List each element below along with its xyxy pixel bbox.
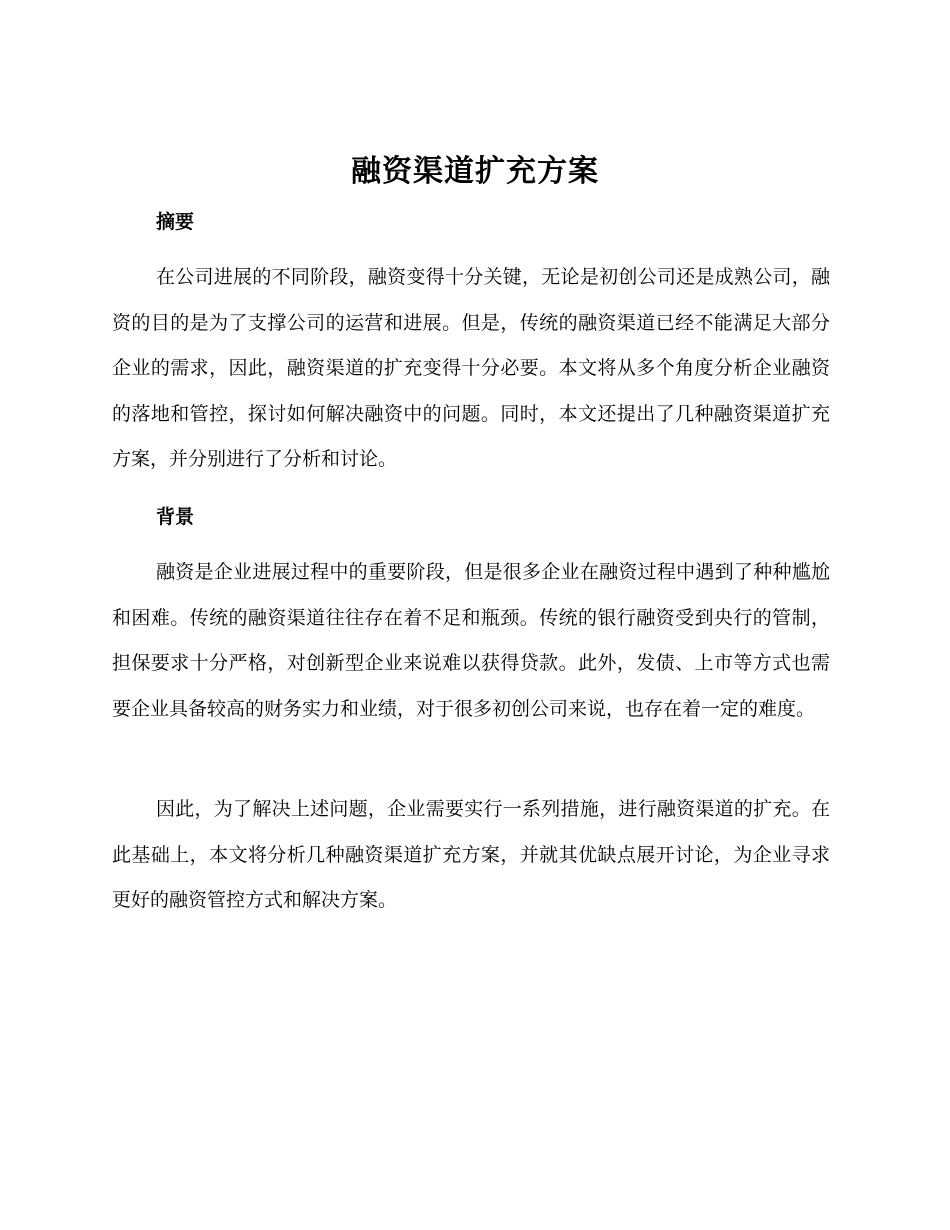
background-paragraph-1: 融资是企业进展过程中的重要阶段，但是很多企业在融资过程中遇到了种种尴尬和困难。传统的融资渠道往往存在着不足和瓶颈。传统的银行融资受到央行的管制，担保要求十分严格，对创新型企业来说难以获得贷款。此外，发债、上市等方式也需要企业具备较高的财务实力和业绩，对于很多初创公司来说，也存在着一定的难度。 [112, 561, 830, 720]
section-heading-background: 背景 [156, 506, 195, 528]
section-heading-abstract: 摘要 [156, 211, 195, 233]
abstract-paragraph: 在公司进展的不同阶段，融资变得十分关键，无论是初创公司还是成熟公司，融资的目的是为了支撑公司的运营和进展。但是，传统的融资渠道已经不能满足大部分企业的需求，因此，融资渠道的扩充变得十分必要。本文将从多个角度分析企业融资的落地和管控，探讨如何解决融资中的问题。同时，本文还提出了几种融资渠道扩充方案，并分别进行了分析和讨论。 [112, 266, 830, 470]
background-paragraph-2: 因此，为了解决上述问题，企业需要实行一系列措施，进行融资渠道的扩充。在此基础上，本文将分析几种融资渠道扩充方案，并就其优缺点展开讨论，为企业寻求更好的融资管控方式和解决方案。 [112, 798, 830, 911]
document-title: 融资渠道扩充方案 [351, 154, 599, 189]
